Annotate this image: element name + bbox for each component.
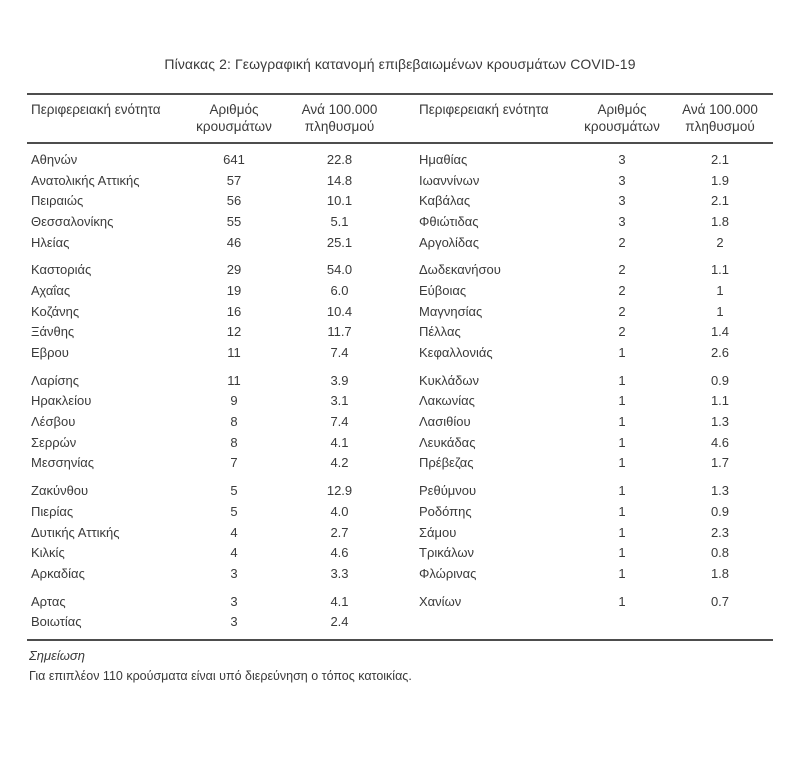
rate-per-100k: 5.1 [330, 213, 349, 229]
region-name: Δυτικής Αττικής [31, 524, 120, 540]
rate-per-100k: 2.7 [330, 524, 349, 540]
table-row [417, 280, 773, 301]
case-count: 1 [618, 565, 626, 581]
rate-per-100k: 2.3 [710, 524, 730, 540]
table-row [417, 190, 773, 211]
rate-per-100k: 2.6 [710, 345, 730, 361]
table-row [417, 322, 773, 343]
region-name: Αρκαδίας [31, 565, 85, 581]
table-row [29, 522, 400, 543]
region-name: Φλώρινας [419, 565, 477, 581]
case-count: 8 [230, 434, 238, 450]
table-row [29, 322, 400, 343]
column-header-rate: Ανά 100.000 πληθυσμού [682, 102, 758, 134]
case-count: 7 [230, 455, 238, 471]
table-row [29, 301, 400, 322]
rate-per-100k: 14.8 [326, 172, 353, 188]
table-header-row [27, 95, 773, 144]
region-name: Εύβοιας [419, 282, 467, 298]
case-count: 1 [618, 455, 626, 471]
case-count: 1 [618, 345, 626, 361]
region-name: Λασιθίου [419, 414, 471, 430]
table-row [29, 259, 400, 280]
case-count: 3 [230, 614, 238, 630]
table-row [417, 170, 773, 191]
rate-per-100k: 3.9 [330, 372, 349, 388]
footnote-text: Για επιπλέον 110 κρούσματα είναι υπό διερεύνηση ο τόπος κατοικίας. [29, 669, 412, 684]
region-name: Λευκάδας [419, 434, 476, 450]
case-count: 5 [230, 483, 238, 499]
region-name: Ημαθίας [419, 151, 468, 167]
region-name: Πρέβεζας [419, 455, 474, 471]
table-row [29, 391, 400, 412]
case-count: 2 [618, 262, 626, 278]
rate-per-100k: 4.1 [330, 593, 349, 609]
table-body-right-column [400, 149, 773, 611]
case-count: 3 [618, 172, 626, 188]
case-count: 1 [618, 414, 626, 430]
table-row [417, 563, 773, 584]
region-name: Ηλείας [31, 234, 70, 250]
table-row [29, 591, 400, 612]
table-body-left-column [27, 149, 400, 632]
table-row [417, 453, 773, 474]
rate-per-100k: 7.4 [330, 414, 349, 430]
region-name: Χανίων [419, 593, 462, 609]
rate-per-100k: 10.1 [326, 193, 353, 209]
column-header-region: Περιφερειακή ενότητα [419, 102, 549, 117]
rate-per-100k: 54.0 [326, 262, 353, 278]
rate-per-100k: 1.7 [710, 455, 730, 471]
case-count: 4 [230, 545, 238, 561]
table-row [29, 480, 400, 501]
case-count: 1 [618, 372, 626, 388]
region-name: Αργολίδας [419, 234, 479, 250]
table-row [417, 232, 773, 253]
table-row [29, 370, 400, 391]
region-name: Θεσσαλονίκης [31, 213, 114, 229]
table-footnote [27, 648, 773, 683]
region-name: Ηρακλείου [31, 393, 92, 409]
footnote-label: Σημείωση [29, 648, 85, 664]
region-name: Πειραιώς [31, 193, 84, 209]
rate-per-100k: 4.1 [330, 434, 349, 450]
table-row [29, 342, 400, 363]
table-row [29, 170, 400, 191]
table-row [417, 370, 773, 391]
table-row [417, 542, 773, 563]
case-count: 19 [226, 282, 242, 298]
rate-per-100k: 4.6 [330, 545, 349, 561]
case-count: 1 [618, 545, 626, 561]
table-row [417, 432, 773, 453]
region-name: Κυκλάδων [419, 372, 479, 388]
rate-per-100k: 12.9 [326, 483, 353, 499]
table-row [29, 280, 400, 301]
rate-per-100k: 11.7 [327, 324, 352, 340]
region-name: Ζακύνθου [31, 483, 89, 499]
case-count: 2 [618, 324, 626, 340]
table-row [29, 149, 400, 170]
region-name: Μεσσηνίας [31, 455, 95, 471]
region-name: Κεφαλλονιάς [419, 345, 493, 361]
rate-per-100k: 1.4 [710, 324, 730, 340]
case-count: 2 [618, 282, 626, 298]
case-count: 3 [618, 213, 626, 229]
rate-per-100k: 7.4 [330, 345, 349, 361]
column-header-cases: Αριθμός κρουσμάτων [196, 102, 272, 134]
region-name: Ρεθύμνου [419, 483, 477, 499]
rate-per-100k: 1.1 [710, 393, 730, 409]
table-row [29, 232, 400, 253]
rate-per-100k: 2.1 [710, 193, 730, 209]
region-name: Σάμου [419, 524, 457, 540]
case-count: 1 [618, 393, 626, 409]
region-name: Πέλλας [419, 324, 461, 340]
case-count: 16 [226, 303, 242, 319]
case-count: 56 [226, 193, 242, 209]
table-row [417, 342, 773, 363]
region-name: Αθηνών [31, 151, 78, 167]
table-row [417, 411, 773, 432]
case-count: 29 [226, 262, 242, 278]
region-name: Βοιωτίας [31, 614, 82, 630]
table-row [417, 149, 773, 170]
case-count: 2 [618, 303, 626, 319]
table-row [417, 211, 773, 232]
case-count: 9 [230, 393, 238, 409]
table-row [29, 190, 400, 211]
rate-per-100k: 1.8 [710, 565, 730, 581]
case-count: 4 [230, 524, 238, 540]
region-name: Αχαΐας [31, 282, 71, 298]
rate-per-100k: 1.9 [710, 172, 730, 188]
table-row [29, 563, 400, 584]
case-count: 3 [618, 193, 626, 209]
region-name: Λέσβου [31, 414, 76, 430]
rate-per-100k: 6.0 [330, 282, 349, 298]
region-name: Καστοριάς [31, 262, 92, 278]
table-header-right [400, 101, 773, 135]
rate-per-100k: 25.1 [326, 234, 353, 250]
case-count: 1 [618, 483, 626, 499]
rate-per-100k: 0.8 [710, 545, 730, 561]
rate-per-100k: 22.8 [326, 151, 353, 167]
case-count: 3 [618, 151, 626, 167]
rate-per-100k: 1.3 [710, 483, 730, 499]
rate-per-100k: 0.9 [710, 372, 730, 388]
case-count: 8 [230, 414, 238, 430]
table-header-left [27, 101, 400, 135]
region-name: Πιερίας [31, 503, 74, 519]
rate-per-100k: 1 [716, 282, 724, 298]
rate-per-100k: 1.8 [710, 213, 730, 229]
rate-per-100k: 2.4 [330, 614, 349, 630]
rate-per-100k: 0.9 [710, 503, 730, 519]
rate-per-100k: 4.0 [330, 503, 349, 519]
case-count: 57 [226, 172, 242, 188]
region-name: Εβρου [31, 345, 69, 361]
region-name: Λαρίσης [31, 372, 80, 388]
case-count: 12 [226, 324, 242, 340]
table-row [29, 211, 400, 232]
column-header-rate: Ανά 100.000 πληθυσμού [301, 102, 378, 134]
table-row [417, 591, 773, 612]
rate-per-100k: 3.3 [330, 565, 349, 581]
region-name: Ανατολικής Αττικής [31, 172, 140, 188]
region-name: Αρτας [31, 593, 66, 609]
column-header-region: Περιφερειακή ενότητα [31, 102, 161, 117]
table-row [29, 453, 400, 474]
table-row [417, 522, 773, 543]
rate-per-100k: 4.6 [710, 434, 730, 450]
region-name: Ξάνθης [31, 324, 75, 340]
table-row [417, 301, 773, 322]
rate-per-100k: 1 [716, 303, 724, 319]
table-row [417, 480, 773, 501]
region-name: Ροδόπης [419, 503, 472, 519]
table-row [417, 501, 773, 522]
rate-per-100k: 10.4 [326, 303, 353, 319]
case-count: 46 [226, 234, 242, 250]
case-count: 55 [226, 213, 242, 229]
region-name: Κοζάνης [31, 303, 80, 319]
region-name: Φθιώτιδας [419, 213, 479, 229]
region-name: Μαγνησίας [419, 303, 483, 319]
region-name: Σερρών [31, 434, 77, 450]
rate-per-100k: 1.3 [710, 414, 730, 430]
rate-per-100k: 2 [716, 234, 724, 250]
case-count: 11 [227, 372, 241, 388]
table-row [29, 542, 400, 563]
case-count: 5 [230, 503, 238, 519]
case-count: 2 [618, 234, 626, 250]
table-row [29, 411, 400, 432]
table-caption: Πίνακας 2: Γεωγραφική κατανομή επιβεβαιωμένων κρουσμάτων COVID-19 [164, 56, 636, 72]
table-row [417, 391, 773, 412]
case-count: 1 [618, 593, 626, 609]
column-header-cases: Αριθμός κρουσμάτων [584, 102, 660, 134]
region-name: Δωδεκανήσου [419, 262, 501, 278]
case-count: 1 [618, 524, 626, 540]
region-name: Κιλκίς [31, 545, 65, 561]
region-name: Ιωαννίνων [419, 172, 480, 188]
case-count: 641 [223, 151, 245, 167]
rate-per-100k: 3.1 [330, 393, 349, 409]
covid-region-table [27, 93, 773, 641]
case-count: 1 [618, 434, 626, 450]
rate-per-100k: 4.2 [330, 455, 349, 471]
rate-per-100k: 1.1 [710, 262, 730, 278]
table-row [29, 432, 400, 453]
case-count: 3 [230, 565, 238, 581]
rate-per-100k: 2.1 [710, 151, 730, 167]
table-body [27, 144, 773, 639]
region-name: Λακωνίας [419, 393, 475, 409]
case-count: 11 [227, 345, 241, 361]
table-row [417, 259, 773, 280]
case-count: 3 [230, 593, 238, 609]
table-row [29, 611, 400, 632]
rate-per-100k: 0.7 [710, 593, 730, 609]
table-row [29, 501, 400, 522]
case-count: 1 [618, 503, 626, 519]
region-name: Καβάλας [419, 193, 471, 209]
region-name: Τρικάλων [419, 545, 475, 561]
